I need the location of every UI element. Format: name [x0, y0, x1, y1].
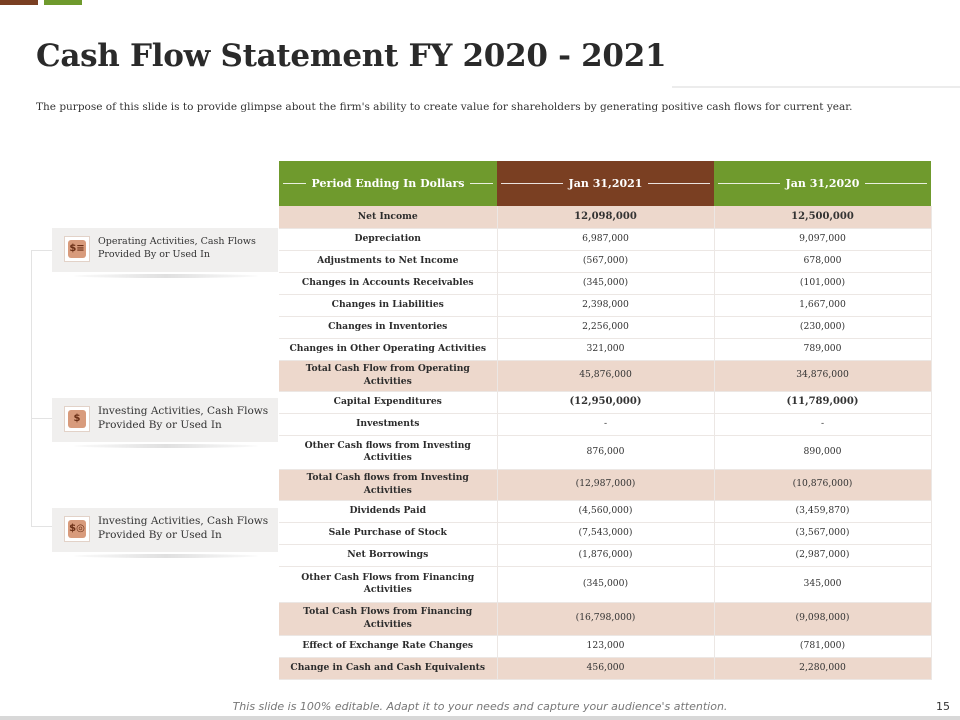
row-label: Investments: [279, 413, 497, 435]
row-label: Dividends Paid: [279, 500, 497, 522]
value-2021: (7,543,000): [497, 522, 714, 544]
value-2021: (567,000): [497, 250, 714, 272]
value-2020: 890,000: [714, 435, 931, 469]
value-2021: 321,000: [497, 338, 714, 360]
accent-bar-brown: [0, 0, 38, 5]
category-label: Operating Activities, Cash Flows Provided By or Used In: [98, 236, 256, 260]
table-row: [279, 544, 931, 566]
bottom-bar: [0, 716, 960, 720]
footer-note: This slide is 100% editable. Adapt it to your needs and capture your audience's attention.: [232, 700, 728, 713]
header-2020: Jan 31,2020: [714, 161, 931, 206]
category-shadow: [74, 274, 258, 278]
value-2020: 678,000: [714, 250, 931, 272]
cash-flow-table: [279, 161, 932, 680]
table-row: [279, 566, 931, 602]
value-2020: 34,876,000: [714, 360, 931, 391]
table-row: [279, 316, 931, 338]
value-2020: 1,667,000: [714, 294, 931, 316]
value-2020: (11,789,000): [714, 391, 931, 413]
table-row: [279, 250, 931, 272]
table-row: [279, 272, 931, 294]
table-row: [279, 413, 931, 435]
value-2021: 876,000: [497, 435, 714, 469]
header-period: Period Ending In Dollars: [279, 161, 497, 206]
table-row-total: [279, 360, 931, 391]
row-label: Effect of Exchange Rate Changes: [279, 635, 497, 657]
row-label: Net Income: [279, 206, 497, 228]
value-2020: (10,876,000): [714, 469, 931, 500]
row-label: Other Cash flows from Investing Activities: [279, 435, 497, 469]
value-2021: (12,987,000): [497, 469, 714, 500]
money-coins-icon: $◎: [64, 516, 90, 542]
title-divider: [672, 86, 960, 88]
row-label: Adjustments to Net Income: [279, 250, 497, 272]
page-number: 15: [936, 700, 950, 713]
tree-branch: [31, 526, 53, 527]
value-2021: (1,876,000): [497, 544, 714, 566]
table-row: [279, 338, 931, 360]
row-label: Capital Expenditures: [279, 391, 497, 413]
table-row: [279, 522, 931, 544]
tree-branch: [31, 250, 53, 251]
value-2021: 2,256,000: [497, 316, 714, 338]
category-shadow: [74, 554, 258, 558]
table-row-total: [279, 469, 931, 500]
value-2021: 2,398,000: [497, 294, 714, 316]
value-2021: -: [497, 413, 714, 435]
value-2020: (781,000): [714, 635, 931, 657]
value-2021: 12,098,000: [497, 206, 714, 228]
value-2021: (12,950,000): [497, 391, 714, 413]
page-subtitle: The purpose of this slide is to provide glimpse about the firm's ability to create value for shareholders by generating positive cash flows for current year.: [36, 101, 853, 113]
money-bag-document-icon: $≡: [64, 236, 90, 262]
row-label: Change in Cash and Cash Equivalents: [279, 657, 497, 679]
table-row: [279, 657, 931, 679]
value-2021: (4,560,000): [497, 500, 714, 522]
table-row: [279, 206, 931, 228]
row-label: Total Cash flows from Investing Activities: [279, 469, 497, 500]
value-2020: 2,280,000: [714, 657, 931, 679]
table-row-total: [279, 602, 931, 635]
value-2021: 456,000: [497, 657, 714, 679]
value-2021: 6,987,000: [497, 228, 714, 250]
value-2020: (3,459,870): [714, 500, 931, 522]
category-shadow: [74, 444, 258, 448]
table-header-row: [279, 161, 931, 206]
category-label: Investing Activities, Cash Flows Provided By or Used In: [98, 515, 269, 541]
value-2020: (2,987,000): [714, 544, 931, 566]
table-row: [279, 228, 931, 250]
row-label: Changes in Accounts Receivables: [279, 272, 497, 294]
value-2020: 9,097,000: [714, 228, 931, 250]
page-title: Cash Flow Statement FY 2020 - 2021: [36, 38, 667, 74]
value-2020: 789,000: [714, 338, 931, 360]
value-2020: (101,000): [714, 272, 931, 294]
value-2020: (3,567,000): [714, 522, 931, 544]
value-2021: 45,876,000: [497, 360, 714, 391]
category-financing: [52, 508, 278, 552]
accent-bar-green: [44, 0, 82, 5]
value-2020: -: [714, 413, 931, 435]
table-row: [279, 294, 931, 316]
value-2021: 123,000: [497, 635, 714, 657]
value-2020: 12,500,000: [714, 206, 931, 228]
header-2021: Jan 31,2021: [497, 161, 714, 206]
table-row: [279, 500, 931, 522]
tree-branch: [31, 418, 53, 419]
row-label: Total Cash Flow from Operating Activities: [279, 360, 497, 391]
category-label: Investing Activities, Cash Flows Provided By or Used In: [98, 405, 269, 431]
row-label: Sale Purchase of Stock: [279, 522, 497, 544]
row-label: Other Cash Flows from Financing Activities: [279, 566, 497, 602]
row-label: Total Cash Flows from Financing Activities: [279, 602, 497, 635]
value-2021: (16,798,000): [497, 602, 714, 635]
category-operating: [52, 228, 278, 272]
money-bag-hand-icon: $: [64, 406, 90, 432]
row-label: Net Borrowings: [279, 544, 497, 566]
row-label: Changes in Other Operating Activities: [279, 338, 497, 360]
row-label: Depreciation: [279, 228, 497, 250]
value-2021: (345,000): [497, 272, 714, 294]
table-row: [279, 391, 931, 413]
table-row: [279, 435, 931, 469]
value-2020: (230,000): [714, 316, 931, 338]
value-2021: (345,000): [497, 566, 714, 602]
row-label: Changes in Liabilities: [279, 294, 497, 316]
value-2020: 345,000: [714, 566, 931, 602]
row-label: Changes in Inventories: [279, 316, 497, 338]
tree-connector: [31, 250, 32, 526]
value-2020: (9,098,000): [714, 602, 931, 635]
category-investing: [52, 398, 278, 442]
table-row: [279, 635, 931, 657]
